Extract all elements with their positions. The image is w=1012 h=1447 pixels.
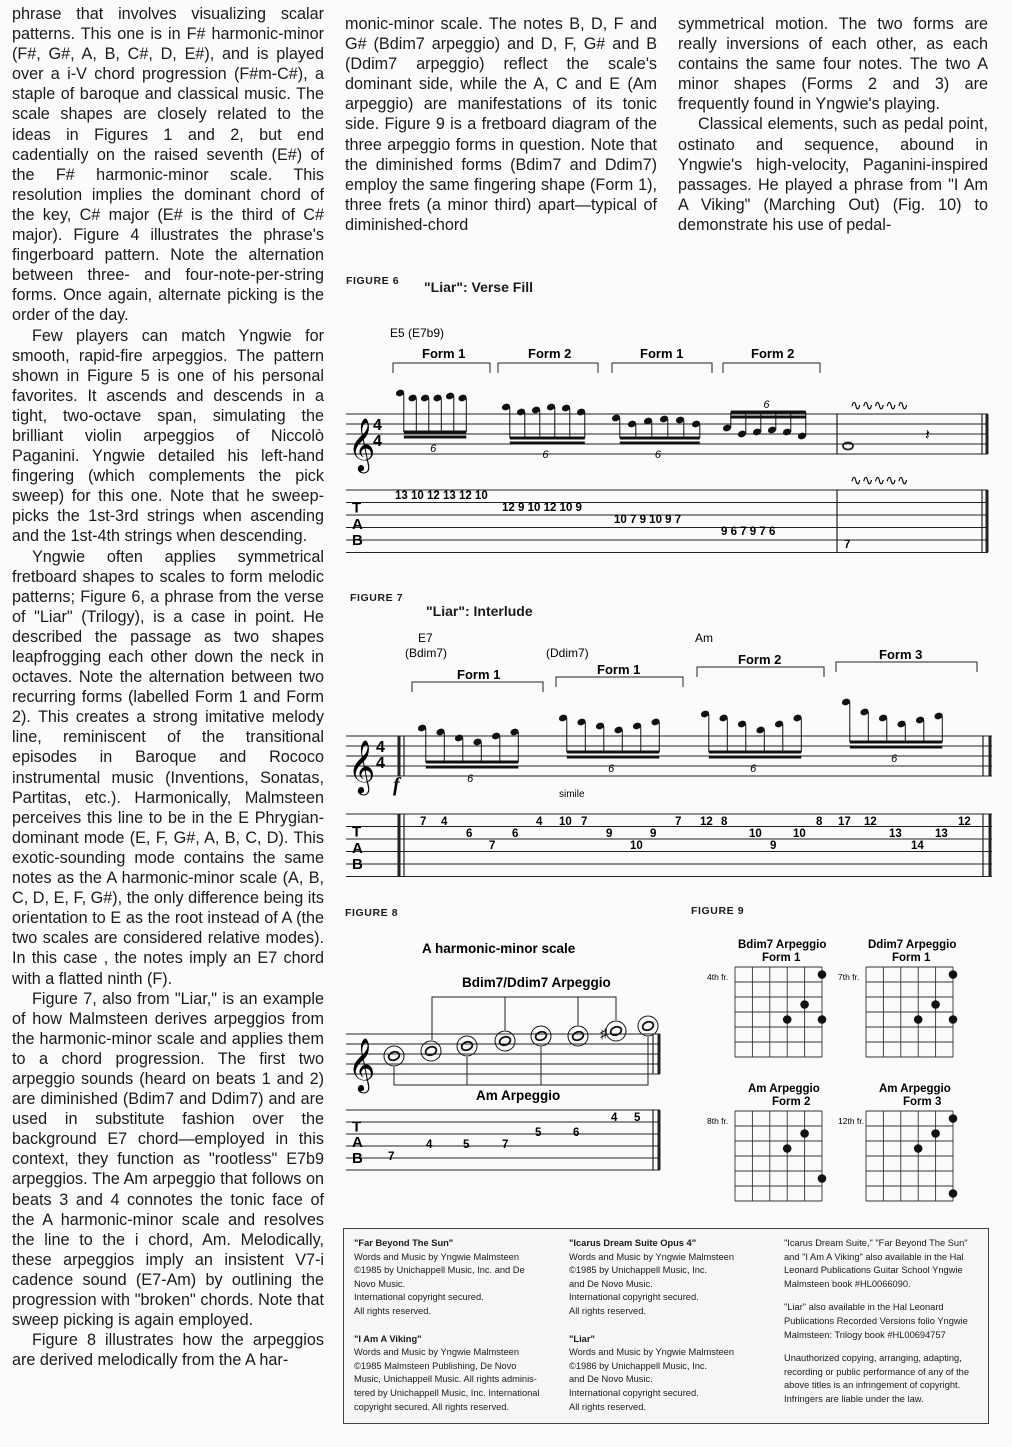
tab-clef-letter: B <box>352 1149 363 1167</box>
sharp-sign: ♯ <box>600 1025 607 1041</box>
vibrato-mark: ∿∿∿∿∿ <box>850 472 909 488</box>
arpeggio-circle <box>606 1021 626 1041</box>
credit-line: International copyright secured. <box>354 1292 484 1303</box>
figure-6-label: FIGURE 6 <box>346 275 400 287</box>
figure-6-notation <box>346 326 988 553</box>
tab-number: 7 <box>675 816 682 828</box>
chord-symbol-am: Am <box>695 631 713 645</box>
whole-note <box>424 1045 437 1056</box>
form-bracket <box>697 667 824 677</box>
tab-number: 13 <box>889 828 902 840</box>
tab-number: 12 <box>864 816 877 828</box>
song-title: "I Am A Viking" <box>354 1333 422 1344</box>
availability-note: "Liar" also available in the Hal Leonard Publications Recorded Versions folio Yngwie Malmsteen: Trilogy book #HL00694757 <box>784 1302 968 1340</box>
form-bracket <box>393 363 490 373</box>
tab-clef-letter: T <box>352 499 362 517</box>
diagram-title: Bdim7 Arpeggio <box>738 939 827 951</box>
paragraph: Figure 8 illustrates how the arpeggios are derived melodically from the A har- <box>12 1331 324 1370</box>
paragraph: Classical elements, such as pedal point, ostinato and sequence, abound in Yngwie's high-velocity, Paganini-inspired passages. He played a phrase from "I Am A Viking" (Marching Out) (Fig. 10) to demonstrate his use of pedal- <box>678 115 988 234</box>
credit-line: Novo Music. <box>354 1278 406 1289</box>
figure-8-notation <box>346 941 660 1170</box>
whole-note <box>387 1050 400 1061</box>
paragraph: Yngwie often applies symmetrical fretboard shapes to scales to form melodic patterns; Figure 6, a phrase from the verse of "Liar" (Trilogy), is a case in point. He described the passage as two shapes leapfrogging each other down the neck in octaves. Note the alternation between two recurring forms (labelled Form 1 and Form 2). This creates a strong imitative melody line, reminiscent of the transitional episodes in Baroque and Rococo instrumental music (Inventions, Sonatas, Partitas, etc.). Harmonically, Malmsteen perceives this line to be in the E Phrygian-dominant mode (E, F, G#, A, B, C, D). This exotic-sounding mode contains the same notes as the A harmonic-minor scale (A, B, C, D, E, F, G#), the only difference being its orientation to E as the root instead of A (the two scales are considered relative modes). In this case , the notes imply an E7 chord with a flatted ninth (F). <box>12 547 324 988</box>
credit-line: tered by Unichappell Music, Inc. International <box>354 1387 540 1398</box>
credit-line: All rights reserved. <box>354 1305 431 1316</box>
finger-dot <box>783 1144 792 1153</box>
whole-note <box>641 1020 654 1031</box>
treble-clef: 𝄞 <box>348 417 376 471</box>
finger-dot <box>914 1015 923 1024</box>
tab-number: 13 <box>935 828 948 840</box>
finger-dot <box>931 1129 940 1138</box>
time-signature: 4 <box>373 433 382 450</box>
paragraph: Figure 7, also from "Liar," is an example of how Malmsteen derives arpeggios from the harmonic-minor scale and applies them to a chord progression. The first two arpeggio sounds (heard on beats 1 and 2) are diminished (Bdim7 and Ddim7) and are used in substitute fashion over the background E7 chord—employed in this context, they function as "rootless" E7b9 arpeggios. The Am arpeggio that follows on beats 3 and 4 connotes the tonic face of the A harmonic-minor scale and resolves the line to the i chord, Am. Melodically, these arpeggios imply an insistent V7-i cadence sound (E7-Am) by outlining the progression with "broken" chords. Note that sweep picking is again employed. <box>12 989 324 1330</box>
tab-number: 4 <box>611 1112 618 1124</box>
form-label: Form 1 <box>457 667 501 682</box>
diagram-form: Form 1 <box>892 952 931 964</box>
credit-line: Music, Unichappell Music. All rights adminis- <box>354 1374 537 1385</box>
time-signature: 4 <box>376 739 385 756</box>
credit-line: copyright secured. All rights reserved. <box>354 1401 510 1412</box>
finger-dot <box>931 1000 940 1009</box>
form-bracket <box>836 662 977 672</box>
fret-position: 7th fr. <box>838 972 860 982</box>
am-arpeggio-label: Am Arpeggio <box>476 1088 561 1103</box>
tab-number: 7 <box>388 1151 395 1163</box>
dynamic-marking: f <box>393 774 400 796</box>
chord-symbol-e7: E7 <box>418 631 433 645</box>
arpeggio-circle <box>531 1026 551 1046</box>
tuplet-number: 6 <box>542 449 549 461</box>
form-label: Form 2 <box>528 346 572 361</box>
tab-clef-letter: A <box>352 839 363 857</box>
fret-position: 8th fr. <box>707 1116 729 1126</box>
copyright-warning: Unauthorized copying, arranging, adapting, recording or public performance of any of the above titles is an infringement of copyright. Infringers are liable under the law. <box>784 1353 970 1404</box>
tab-number: 14 <box>911 840 924 852</box>
tab-number: 9 <box>606 828 613 840</box>
arpeggio-circle <box>638 1016 658 1036</box>
tab-number: 17 <box>838 816 851 828</box>
song-title: "Far Beyond The Sun" <box>354 1238 454 1248</box>
finger-dot <box>818 1174 827 1183</box>
treble-clef: 𝄞 <box>348 1037 376 1091</box>
figure-9-diagrams <box>707 939 957 1201</box>
form-label: Form 1 <box>597 662 641 677</box>
tab-number: 4 <box>441 816 448 828</box>
finger-dot <box>949 1114 958 1123</box>
credit-line: International copyright secured. <box>569 1292 699 1303</box>
finger-dot <box>949 1015 958 1024</box>
whole-note <box>534 1030 547 1041</box>
simile-marking: simile <box>559 789 585 800</box>
tab-number: 10 <box>793 828 806 840</box>
tab-number: 5 <box>463 1139 470 1151</box>
form-bracket <box>723 363 820 373</box>
tab-number: 9 <box>650 828 657 840</box>
tuplet-number: 6 <box>750 763 757 775</box>
tab-number: 10 7 9 10 9 7 <box>614 514 682 526</box>
form-label: Form 1 <box>640 346 684 361</box>
tuplet-number: 6 <box>608 763 615 775</box>
fret-position: 12th fr. <box>838 1116 864 1126</box>
tab-number: 6 <box>466 828 473 840</box>
tab-number: 5 <box>535 1127 542 1139</box>
whole-note <box>498 1035 511 1046</box>
credits-column-2 <box>569 1237 769 1414</box>
tab-number: 12 <box>700 816 713 828</box>
figure-7-label: FIGURE 7 <box>350 592 404 604</box>
credits-column-3 <box>784 1237 982 1407</box>
figure-6-title: "Liar": Verse Fill <box>424 279 533 295</box>
form-bracket <box>498 363 598 373</box>
tab-clef-letter: A <box>352 1134 363 1152</box>
credit-line: Words and Music by Yngwie Malmsteen <box>354 1251 520 1262</box>
finger-dot <box>800 1129 809 1138</box>
whole-note <box>609 1025 622 1036</box>
finger-dot <box>914 1144 923 1153</box>
form-label: Form 3 <box>879 647 923 662</box>
diagram-title: Ddim7 Arpeggio <box>868 939 957 951</box>
diagram-title: Am Arpeggio <box>879 1083 951 1095</box>
tab-number: 12 9 10 12 10 9 <box>502 502 582 514</box>
credit-line: ©1985 Malmsteen Publishing, De Novo <box>354 1360 517 1371</box>
tab-number: 10 <box>630 840 643 852</box>
whole-note <box>571 1030 584 1041</box>
chord-symbol-ddim7: (Ddim7) <box>546 646 589 660</box>
credit-line: ©1986 by Unichappell Music, Inc. <box>569 1360 708 1371</box>
finger-dot <box>800 1000 809 1009</box>
tab-number: 4 <box>426 1139 433 1151</box>
tuplet-number: 6 <box>430 443 437 455</box>
tab-clef-letter: T <box>352 823 362 841</box>
scale-title: A harmonic-minor scale <box>422 941 576 956</box>
whole-note <box>460 1040 473 1051</box>
tab-number: 10 <box>559 816 572 828</box>
paragraph: Few players can match Yngwie for smooth, rapid-fire arpeggios. The pattern shown in Figure 5 is one of his personal favorites. It ascends and descends in a tight, two-octave span, simulating the brilliant violin arpeggios of Niccolò Paganini. Yngwie detailed his left-hand fingering (which complements the pick sweep) for this one. Note that he sweep-picks the 1st-3rd strings when ascending and the 1st-4th strings when descending. <box>12 326 324 546</box>
arpeggio-circle <box>568 1026 588 1046</box>
form-bracket <box>556 677 683 687</box>
credit-line: All rights reserved. <box>569 1305 646 1316</box>
credits-box <box>343 1228 989 1424</box>
tab-clef-letter: B <box>352 532 363 549</box>
form-bracket <box>612 363 712 373</box>
tab-number: 13 10 12 13 12 10 <box>395 490 488 502</box>
arpeggio-circle <box>457 1036 477 1056</box>
credit-line: ©1985 by Unichappell Music, Inc. and De <box>354 1265 525 1276</box>
figure-9-label: FIGURE 9 <box>691 905 745 917</box>
tab-number: 7 <box>420 816 427 828</box>
tab-number: 9 6 7 9 7 6 <box>721 526 776 538</box>
credit-line: ©1985 by Unichappell Music, Inc. <box>569 1265 708 1276</box>
diagram-form: Form 3 <box>903 1096 942 1108</box>
tuplet-number: 6 <box>467 773 474 785</box>
figure-8-label: FIGURE 8 <box>345 907 399 919</box>
credit-line: and De Novo Music. <box>569 1374 653 1385</box>
tab-clef-letter: T <box>352 1118 362 1136</box>
tab-number: 9 <box>770 840 777 852</box>
chord-symbol-bdim7: (Bdim7) <box>405 646 448 660</box>
credit-line: Words and Music by Yngwie Malmsteen <box>569 1347 735 1358</box>
song-title: "Icarus Dream Suite Opus 4" <box>569 1238 697 1248</box>
tab-number: 7 <box>844 539 851 551</box>
chord-symbol: E5 (E7b9) <box>390 326 445 340</box>
rest: 𝄽 <box>925 427 930 444</box>
figure-7-notation <box>346 631 992 877</box>
tab-number: 8 <box>816 816 823 828</box>
tab-clef-letter: A <box>352 515 363 533</box>
tab-clef-letter: B <box>352 856 363 873</box>
diagram-form: Form 1 <box>762 952 801 964</box>
credit-line: All rights reserved. <box>569 1401 646 1412</box>
diagram-form: Form 2 <box>772 1096 811 1108</box>
tab-number: 7 <box>489 840 496 852</box>
dim-arpeggio-label: Bdim7/Ddim7 Arpeggio <box>462 975 611 990</box>
finger-dot <box>818 1015 827 1024</box>
tab-number: 12 <box>958 816 971 828</box>
credits-column-1 <box>354 1237 559 1414</box>
form-label: Form 1 <box>422 346 466 361</box>
credit-line: and De Novo Music. <box>569 1278 653 1289</box>
paragraph: phrase that involves visualizing scalar patterns. This one is in F# harmonic-minor (F#, G#, A, B, C#, D, E#), and is played over a i-V chord progression (F#m-C#), a staple of baroque and classical music. The scale shapes are closely related to the ideas in Figures 1 and 2, but end cadentially on the raised seventh (E#) of the F# harmonic-minor scale. This resolution implies the dominant chord of the key, C# major (E# is the third of C# major). Figure 4 illustrates the phrase's fingerboard pattern. Note the alternation between three- and four-note-per-string forms. Once again, alternate picking is the order of the day. <box>12 5 324 325</box>
time-signature: 4 <box>373 417 382 434</box>
form-label: Form 2 <box>738 652 782 667</box>
song-title: "Liar" <box>569 1333 595 1344</box>
tab-number: 6 <box>512 828 519 840</box>
tab-number: 8 <box>721 816 728 828</box>
finger-dot <box>818 970 827 979</box>
tab-number: 7 <box>502 1139 509 1151</box>
credit-line: International copyright secured. <box>569 1387 699 1398</box>
form-label: Form 2 <box>751 346 795 361</box>
time-signature: 4 <box>376 755 385 772</box>
tuplet-number: 6 <box>891 753 898 765</box>
tab-number: 4 <box>536 816 543 828</box>
form-bracket <box>412 682 543 692</box>
treble-clef: 𝄞 <box>348 739 376 793</box>
availability-note: "Icarus Dream Suite," "Far Beyond The Sun" and "I Am A Viking" also available in the Hal Leonard Publications Guitar School Yngwie Malmsteen book #HL0066090. <box>784 1238 968 1289</box>
tab-number: 10 <box>749 828 762 840</box>
vibrato-mark: ∿∿∿∿∿ <box>850 397 909 413</box>
paragraph: monic-minor scale. The notes B, D, F and G# (Bdim7 arpeggio) and D, F, G# and B (Ddim7 arpeggio) reflect the scale's dominant side, while the A, C and E (Am arpeggio) are manifestations of its tonic side. Figure 9 is a fretboard diagram of the three arpeggio forms in question. Note that the diminished forms (Bdim7 and Ddim7) employ the same fingering shape (Form 1), three frets (a minor third) apart—typical of diminished-chord <box>345 15 657 234</box>
tab-number: 7 <box>581 816 588 828</box>
finger-dot <box>949 970 958 979</box>
figure-7-title: "Liar": Interlude <box>426 603 533 619</box>
tuplet-number: 6 <box>763 399 770 411</box>
finger-dot <box>949 1189 958 1198</box>
paragraph: symmetrical motion. The two forms are really inversions of each other, as each contains the same four notes. The two A minor shapes (Forms 2 and 3) are frequently found in Yngwie's playing. <box>678 15 988 114</box>
arpeggio-circle <box>384 1046 404 1066</box>
tab-number: 6 <box>573 1127 580 1139</box>
fret-position: 4th fr. <box>707 972 729 982</box>
credit-line: Words and Music by Yngwie Malmsteen <box>569 1251 735 1262</box>
tab-number: 5 <box>634 1112 641 1124</box>
credit-line: Words and Music by Yngwie Malmsteen <box>354 1347 520 1358</box>
tuplet-number: 6 <box>654 449 662 461</box>
finger-dot <box>783 1015 792 1024</box>
diagram-title: Am Arpeggio <box>748 1083 820 1095</box>
